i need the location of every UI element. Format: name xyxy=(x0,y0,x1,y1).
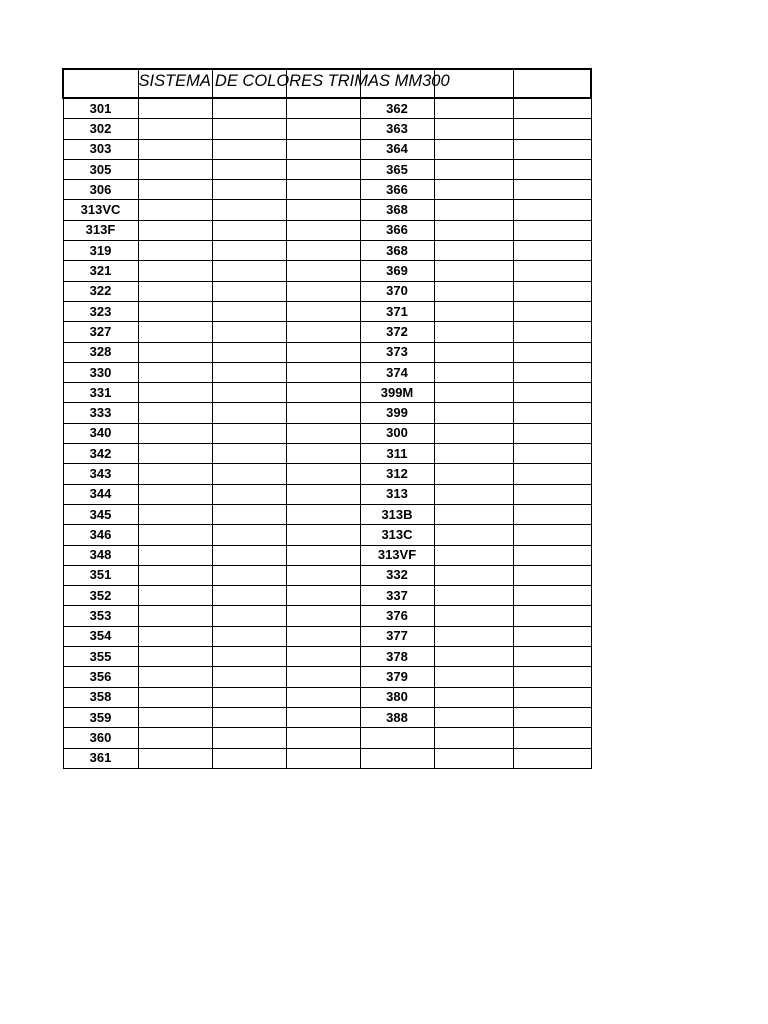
empty-cell[interactable] xyxy=(513,626,591,646)
empty-cell[interactable] xyxy=(212,748,286,768)
left-code-cell[interactable]: 330 xyxy=(63,362,138,382)
empty-cell[interactable] xyxy=(138,667,212,687)
empty-cell[interactable] xyxy=(286,728,360,748)
empty-cell[interactable] xyxy=(212,322,286,342)
left-code-cell[interactable]: 333 xyxy=(63,403,138,423)
empty-cell[interactable] xyxy=(212,139,286,159)
empty-cell[interactable] xyxy=(513,322,591,342)
empty-cell[interactable] xyxy=(286,748,360,768)
empty-cell[interactable] xyxy=(434,423,513,443)
right-code-cell[interactable]: 365 xyxy=(360,159,434,179)
empty-cell[interactable] xyxy=(286,707,360,727)
table-row xyxy=(63,626,591,646)
empty-cell[interactable] xyxy=(513,281,591,301)
header-row xyxy=(63,69,591,98)
empty-cell[interactable] xyxy=(513,98,591,119)
table-row xyxy=(63,322,591,342)
empty-cell[interactable] xyxy=(286,504,360,524)
empty-cell[interactable] xyxy=(286,200,360,220)
empty-cell[interactable] xyxy=(286,180,360,200)
left-code-cell[interactable]: 313F xyxy=(63,220,138,240)
table-row xyxy=(63,98,591,119)
left-code-cell[interactable]: 302 xyxy=(63,119,138,139)
table-row xyxy=(63,362,591,382)
empty-cell[interactable] xyxy=(513,444,591,464)
empty-cell[interactable] xyxy=(212,200,286,220)
right-code-cell[interactable]: 372 xyxy=(360,322,434,342)
empty-cell[interactable] xyxy=(286,119,360,139)
empty-cell[interactable] xyxy=(434,444,513,464)
empty-cell[interactable] xyxy=(138,403,212,423)
right-code-cell[interactable]: 379 xyxy=(360,667,434,687)
table-row xyxy=(63,200,591,220)
empty-cell[interactable] xyxy=(212,687,286,707)
left-code-cell[interactable]: 305 xyxy=(63,159,138,179)
empty-cell[interactable] xyxy=(434,220,513,240)
empty-cell[interactable] xyxy=(286,281,360,301)
table-row xyxy=(63,119,591,139)
table-row xyxy=(63,586,591,606)
table-row xyxy=(63,525,591,545)
table-row xyxy=(63,707,591,727)
left-code-cell[interactable]: 343 xyxy=(63,464,138,484)
right-code-cell[interactable]: 370 xyxy=(360,281,434,301)
empty-cell[interactable] xyxy=(513,383,591,403)
empty-cell[interactable] xyxy=(434,180,513,200)
empty-cell[interactable] xyxy=(138,159,212,179)
empty-cell[interactable] xyxy=(138,707,212,727)
empty-cell[interactable] xyxy=(286,241,360,261)
right-code-cell[interactable]: 313VF xyxy=(360,545,434,565)
empty-cell[interactable] xyxy=(513,342,591,362)
empty-cell[interactable] xyxy=(513,362,591,382)
empty-cell[interactable] xyxy=(138,241,212,261)
empty-cell[interactable] xyxy=(434,565,513,585)
empty-cell[interactable] xyxy=(138,220,212,240)
empty-cell[interactable] xyxy=(286,403,360,423)
table-row xyxy=(63,241,591,261)
empty-cell[interactable] xyxy=(286,647,360,667)
empty-cell[interactable] xyxy=(138,322,212,342)
empty-cell[interactable] xyxy=(434,545,513,565)
empty-cell[interactable] xyxy=(434,484,513,504)
empty-cell[interactable] xyxy=(138,301,212,321)
empty-cell[interactable] xyxy=(513,728,591,748)
table-row xyxy=(63,220,591,240)
right-code-cell[interactable]: 313B xyxy=(360,504,434,524)
empty-cell[interactable] xyxy=(286,383,360,403)
empty-cell[interactable] xyxy=(138,504,212,524)
left-code-cell[interactable]: 322 xyxy=(63,281,138,301)
empty-cell[interactable] xyxy=(434,362,513,382)
right-code-cell[interactable]: 311 xyxy=(360,444,434,464)
empty-cell[interactable] xyxy=(513,159,591,179)
empty-cell[interactable] xyxy=(513,301,591,321)
right-code-cell[interactable]: 378 xyxy=(360,647,434,667)
right-code-cell[interactable]: 373 xyxy=(360,342,434,362)
empty-cell[interactable] xyxy=(434,586,513,606)
right-code-cell[interactable]: 366 xyxy=(360,220,434,240)
empty-cell[interactable] xyxy=(212,667,286,687)
right-code-cell[interactable]: 369 xyxy=(360,261,434,281)
empty-cell[interactable] xyxy=(513,504,591,524)
empty-cell[interactable] xyxy=(286,139,360,159)
table-row xyxy=(63,180,591,200)
right-code-cell[interactable]: 332 xyxy=(360,565,434,585)
empty-cell[interactable] xyxy=(513,464,591,484)
empty-cell[interactable] xyxy=(138,423,212,443)
empty-cell[interactable] xyxy=(138,545,212,565)
table-row xyxy=(63,728,591,748)
right-code-cell[interactable]: 362 xyxy=(360,98,434,119)
table-row xyxy=(63,484,591,504)
right-code-cell[interactable]: 399 xyxy=(360,403,434,423)
table-row xyxy=(63,281,591,301)
empty-cell[interactable] xyxy=(138,525,212,545)
empty-cell[interactable] xyxy=(138,281,212,301)
left-code-cell[interactable]: 319 xyxy=(63,241,138,261)
empty-cell[interactable] xyxy=(138,444,212,464)
left-code-cell[interactable]: 313VC xyxy=(63,200,138,220)
empty-cell[interactable] xyxy=(212,647,286,667)
empty-cell[interactable] xyxy=(513,687,591,707)
empty-cell[interactable] xyxy=(434,98,513,119)
empty-cell[interactable] xyxy=(138,626,212,646)
right-code-cell[interactable]: 368 xyxy=(360,200,434,220)
right-code-cell[interactable]: 399M xyxy=(360,383,434,403)
empty-cell[interactable] xyxy=(513,484,591,504)
left-code-cell[interactable]: 345 xyxy=(63,504,138,524)
left-code-cell[interactable]: 351 xyxy=(63,565,138,585)
empty-cell[interactable] xyxy=(434,342,513,362)
empty-cell[interactable] xyxy=(212,464,286,484)
table-row xyxy=(63,647,591,667)
right-code-cell[interactable]: 374 xyxy=(360,362,434,382)
right-code-cell[interactable]: 366 xyxy=(360,180,434,200)
empty-cell[interactable] xyxy=(434,139,513,159)
empty-cell[interactable] xyxy=(138,647,212,667)
header-cell[interactable] xyxy=(138,69,450,98)
empty-cell[interactable] xyxy=(286,545,360,565)
empty-cell[interactable] xyxy=(513,180,591,200)
sheet-title: SISTEMA DE COLORES TRIMAS MM300 xyxy=(138,72,450,90)
right-code-cell[interactable] xyxy=(360,728,434,748)
right-code-cell[interactable]: 313C xyxy=(360,525,434,545)
empty-cell[interactable] xyxy=(212,444,286,464)
empty-cell[interactable] xyxy=(286,525,360,545)
empty-cell[interactable] xyxy=(434,200,513,220)
empty-cell[interactable] xyxy=(434,119,513,139)
right-code-cell[interactable]: 312 xyxy=(360,464,434,484)
empty-cell[interactable] xyxy=(286,342,360,362)
left-code-cell[interactable]: 344 xyxy=(63,484,138,504)
table-row xyxy=(63,748,591,768)
empty-cell[interactable] xyxy=(513,606,591,626)
empty-cell[interactable] xyxy=(138,383,212,403)
empty-cell[interactable] xyxy=(513,139,591,159)
empty-cell[interactable] xyxy=(138,98,212,119)
left-code-cell[interactable]: 346 xyxy=(63,525,138,545)
empty-cell[interactable] xyxy=(513,261,591,281)
empty-cell[interactable] xyxy=(212,119,286,139)
empty-cell[interactable] xyxy=(286,667,360,687)
empty-cell[interactable] xyxy=(513,667,591,687)
left-code-cell[interactable]: 348 xyxy=(63,545,138,565)
empty-cell[interactable] xyxy=(513,545,591,565)
left-code-cell[interactable]: 331 xyxy=(63,383,138,403)
empty-cell[interactable] xyxy=(434,322,513,342)
empty-cell[interactable] xyxy=(212,362,286,382)
empty-cell[interactable] xyxy=(138,484,212,504)
left-code-cell[interactable]: 358 xyxy=(63,687,138,707)
empty-cell[interactable] xyxy=(138,342,212,362)
empty-cell[interactable] xyxy=(434,667,513,687)
empty-cell[interactable] xyxy=(212,281,286,301)
left-code-cell[interactable]: 342 xyxy=(63,444,138,464)
empty-cell[interactable] xyxy=(434,687,513,707)
empty-cell[interactable] xyxy=(513,241,591,261)
empty-cell[interactable] xyxy=(286,423,360,443)
right-code-cell[interactable]: 376 xyxy=(360,606,434,626)
empty-cell[interactable] xyxy=(286,261,360,281)
empty-cell[interactable] xyxy=(212,626,286,646)
right-code-cell[interactable]: 377 xyxy=(360,626,434,646)
right-code-cell[interactable]: 364 xyxy=(360,139,434,159)
left-code-cell[interactable]: 306 xyxy=(63,180,138,200)
empty-cell[interactable] xyxy=(286,301,360,321)
empty-cell[interactable] xyxy=(138,565,212,585)
table-row xyxy=(63,403,591,423)
left-code-cell[interactable]: 321 xyxy=(63,261,138,281)
table-row xyxy=(63,606,591,626)
empty-cell[interactable] xyxy=(138,728,212,748)
empty-cell[interactable] xyxy=(212,728,286,748)
empty-cell[interactable] xyxy=(434,241,513,261)
left-code-cell[interactable]: 354 xyxy=(63,626,138,646)
empty-cell[interactable] xyxy=(286,586,360,606)
empty-cell[interactable] xyxy=(212,301,286,321)
empty-cell[interactable] xyxy=(434,626,513,646)
empty-cell[interactable] xyxy=(434,301,513,321)
left-code-cell[interactable]: 340 xyxy=(63,423,138,443)
empty-cell[interactable] xyxy=(434,728,513,748)
empty-cell[interactable] xyxy=(434,383,513,403)
empty-cell[interactable] xyxy=(286,362,360,382)
header-cell[interactable] xyxy=(513,69,591,98)
empty-cell[interactable] xyxy=(138,119,212,139)
empty-cell[interactable] xyxy=(513,119,591,139)
empty-cell[interactable] xyxy=(513,647,591,667)
empty-cell[interactable] xyxy=(212,220,286,240)
table-row xyxy=(63,565,591,585)
left-code-cell[interactable]: 359 xyxy=(63,707,138,727)
empty-cell[interactable] xyxy=(212,423,286,443)
right-code-cell[interactable] xyxy=(360,748,434,768)
empty-cell[interactable] xyxy=(434,464,513,484)
empty-cell[interactable] xyxy=(434,647,513,667)
empty-cell[interactable] xyxy=(212,565,286,585)
empty-cell[interactable] xyxy=(138,748,212,768)
empty-cell[interactable] xyxy=(434,525,513,545)
empty-cell[interactable] xyxy=(212,159,286,179)
empty-cell[interactable] xyxy=(138,362,212,382)
empty-cell[interactable] xyxy=(286,565,360,585)
left-code-cell[interactable]: 328 xyxy=(63,342,138,362)
empty-cell[interactable] xyxy=(434,261,513,281)
left-code-cell[interactable]: 303 xyxy=(63,139,138,159)
empty-cell[interactable] xyxy=(513,586,591,606)
right-code-cell[interactable]: 313 xyxy=(360,484,434,504)
left-code-cell[interactable]: 356 xyxy=(63,667,138,687)
right-code-cell[interactable]: 380 xyxy=(360,687,434,707)
table-row xyxy=(63,139,591,159)
right-code-cell[interactable]: 388 xyxy=(360,707,434,727)
empty-cell[interactable] xyxy=(138,261,212,281)
empty-cell[interactable] xyxy=(286,159,360,179)
right-code-cell[interactable]: 363 xyxy=(360,119,434,139)
empty-cell[interactable] xyxy=(434,403,513,423)
table-row xyxy=(63,159,591,179)
empty-cell[interactable] xyxy=(513,403,591,423)
table-row xyxy=(63,383,591,403)
empty-cell[interactable] xyxy=(434,159,513,179)
empty-cell[interactable] xyxy=(513,565,591,585)
empty-cell[interactable] xyxy=(286,444,360,464)
empty-cell[interactable] xyxy=(286,626,360,646)
empty-cell[interactable] xyxy=(212,484,286,504)
table-row xyxy=(63,667,591,687)
empty-cell[interactable] xyxy=(513,748,591,768)
left-code-cell[interactable]: 353 xyxy=(63,606,138,626)
table-row xyxy=(63,342,591,362)
left-code-cell[interactable]: 355 xyxy=(63,647,138,667)
left-code-cell[interactable]: 352 xyxy=(63,586,138,606)
empty-cell[interactable] xyxy=(212,586,286,606)
empty-cell[interactable] xyxy=(212,342,286,362)
empty-cell[interactable] xyxy=(212,403,286,423)
table-row xyxy=(63,301,591,321)
right-code-cell[interactable]: 337 xyxy=(360,586,434,606)
empty-cell[interactable] xyxy=(434,504,513,524)
spreadsheet xyxy=(62,68,590,769)
left-code-cell[interactable]: 361 xyxy=(63,748,138,768)
table-row xyxy=(63,464,591,484)
table-row xyxy=(63,545,591,565)
empty-cell[interactable] xyxy=(513,707,591,727)
empty-cell[interactable] xyxy=(138,464,212,484)
left-code-cell[interactable]: 301 xyxy=(63,98,138,119)
empty-cell[interactable] xyxy=(212,606,286,626)
empty-cell[interactable] xyxy=(212,525,286,545)
empty-cell[interactable] xyxy=(286,322,360,342)
empty-cell[interactable] xyxy=(286,687,360,707)
table-row xyxy=(63,423,591,443)
empty-cell[interactable] xyxy=(212,180,286,200)
color-code-table xyxy=(62,68,592,769)
empty-cell[interactable] xyxy=(138,139,212,159)
right-code-cell[interactable]: 371 xyxy=(360,301,434,321)
header-cell[interactable] xyxy=(63,69,138,98)
empty-cell[interactable] xyxy=(286,606,360,626)
empty-cell[interactable] xyxy=(212,383,286,403)
table-row xyxy=(63,261,591,281)
empty-cell[interactable] xyxy=(212,261,286,281)
empty-cell[interactable] xyxy=(286,220,360,240)
empty-cell[interactable] xyxy=(513,525,591,545)
left-code-cell[interactable]: 360 xyxy=(63,728,138,748)
empty-cell[interactable] xyxy=(138,586,212,606)
empty-cell[interactable] xyxy=(513,220,591,240)
empty-cell[interactable] xyxy=(212,504,286,524)
empty-cell[interactable] xyxy=(513,200,591,220)
empty-cell[interactable] xyxy=(286,484,360,504)
empty-cell[interactable] xyxy=(212,707,286,727)
left-code-cell[interactable]: 327 xyxy=(63,322,138,342)
empty-cell[interactable] xyxy=(513,423,591,443)
empty-cell[interactable] xyxy=(434,748,513,768)
right-code-cell[interactable]: 368 xyxy=(360,241,434,261)
left-code-cell[interactable]: 323 xyxy=(63,301,138,321)
empty-cell[interactable] xyxy=(138,200,212,220)
empty-cell[interactable] xyxy=(138,180,212,200)
table-row xyxy=(63,687,591,707)
empty-cell[interactable] xyxy=(138,687,212,707)
empty-cell[interactable] xyxy=(434,606,513,626)
empty-cell[interactable] xyxy=(212,241,286,261)
right-code-cell[interactable]: 300 xyxy=(360,423,434,443)
empty-cell[interactable] xyxy=(212,545,286,565)
empty-cell[interactable] xyxy=(434,281,513,301)
empty-cell[interactable] xyxy=(286,464,360,484)
table-row xyxy=(63,444,591,464)
table-row xyxy=(63,504,591,524)
empty-cell[interactable] xyxy=(212,98,286,119)
empty-cell[interactable] xyxy=(286,98,360,119)
empty-cell[interactable] xyxy=(434,707,513,727)
empty-cell[interactable] xyxy=(138,606,212,626)
